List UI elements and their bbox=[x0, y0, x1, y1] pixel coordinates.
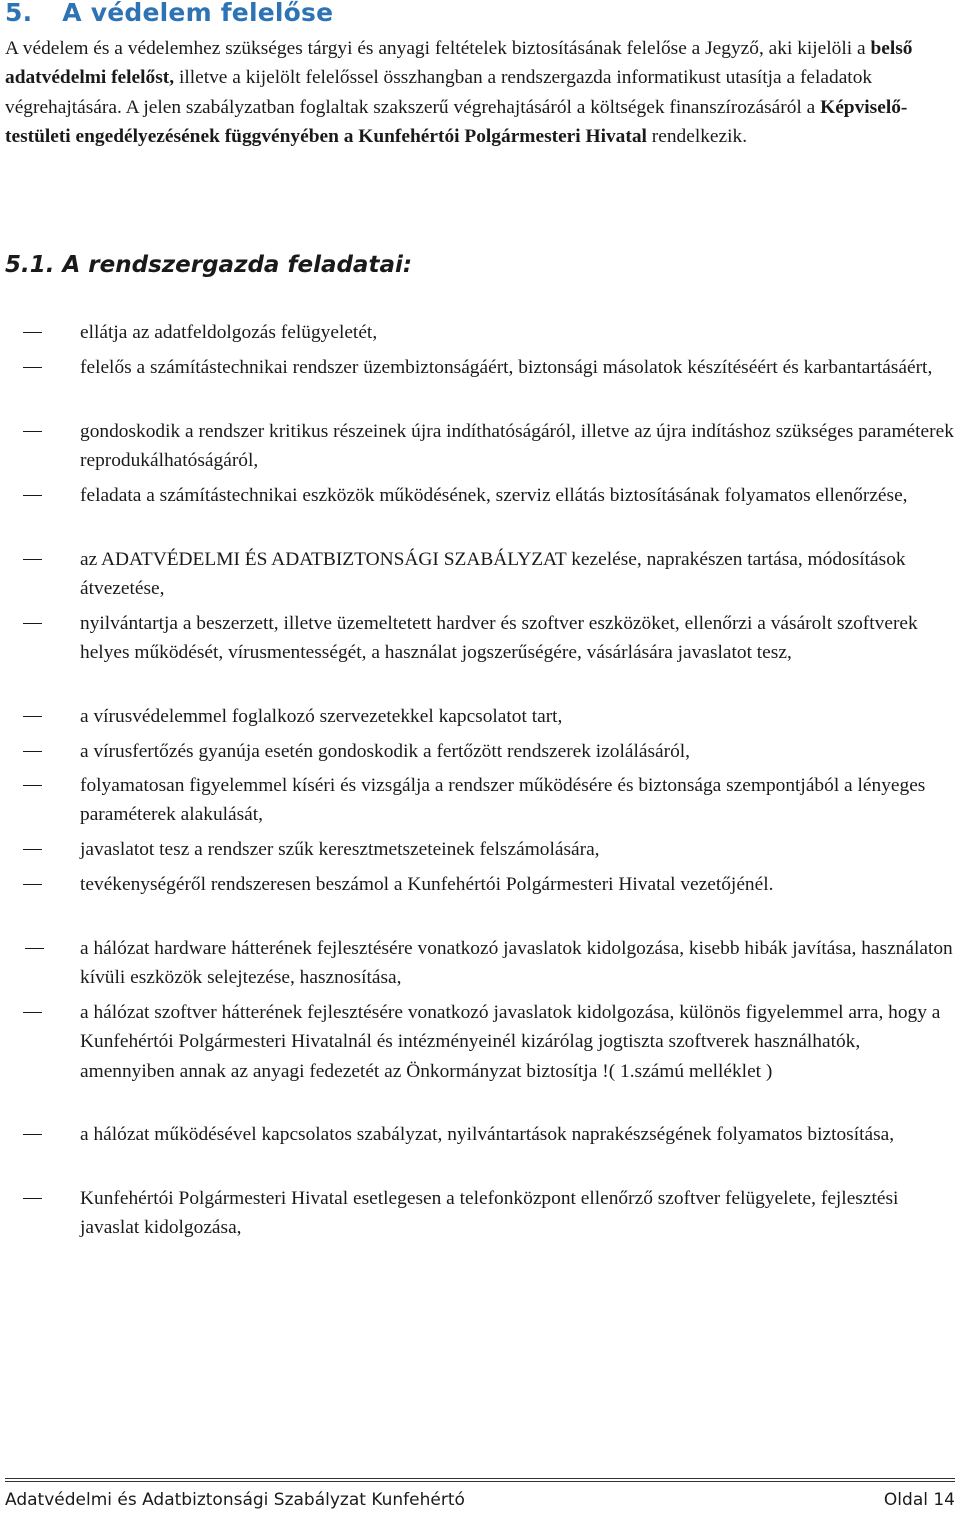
list-item: Kunfehértói Polgármesteri Hivatal esetlegesen a telefonközpont ellenőrző szoftver felügyelete, fejlesztési javaslat kidolgozása, bbox=[80, 1184, 956, 1243]
list-item: ellátja az adatfeldolgozás felügyeletét, bbox=[80, 318, 956, 347]
intro-text-2: illetve a kijelölt felelőssel összhangban a rendszergazda informatikust utasítja a feladatok végrehajtására. A jelen szabályzatban foglaltak szakszerű végrehajtásáról a költségek finanszírozásáról a bbox=[5, 67, 873, 118]
list-item: a vírusvédelemmel foglalkozó szervezetekkel kapcsolatot tart, bbox=[80, 702, 956, 731]
list-item: a hálózat működésével kapcsolatos szabályzat, nyilvántartások naprakészségének folyamatos biztosítása, bbox=[80, 1120, 956, 1149]
list-item: folyamatosan figyelemmel kíséri és vizsgálja a rendszer működésére és biztonsága szempontjából a lényeges paraméterek alakulását, bbox=[80, 771, 956, 830]
intro-bold-2: Képviselő-testületi engedélyezésének függvényében a Kunfehértói Polgármesteri Hivatal bbox=[5, 96, 908, 147]
list-item: nyilvántartja a beszerzett, illetve üzemeltetett hardver és szoftver eszközöket, ellenőrzi a vásárolt szoftverek helyes működését, vírusmentességét, a használat jogszerűségére, vásárlására javaslatot tesz, bbox=[80, 609, 956, 668]
list-item: felelős a számítástechnikai rendszer üzembiztonságáért, biztonsági másolatok készítéséért és karbantartásáért, bbox=[80, 353, 956, 382]
footer-divider bbox=[5, 1478, 955, 1479]
intro-text-1: A védelem és a védelemhez szükséges tárgyi és anyagi feltételek biztosításának felelőse a Jegyző, aki kijelöli a bbox=[5, 38, 871, 59]
section-title: A védelem felelőse bbox=[62, 0, 334, 27]
list-item: az ADATVÉDELMI ÉS ADATBIZTONSÁGI SZABÁLYZAT kezelése, naprakészen tartása, módosítások átvezetése, bbox=[80, 545, 956, 604]
list-item: tevékenységéről rendszeresen beszámol a Kunfehértói Polgármesteri Hivatal vezetőjénél. bbox=[80, 870, 956, 899]
list-item: a hálózat hardware hátterének fejlesztésére vonatkozó javaslatok kidolgozása, kisebb hibák javítása, használaton kívüli eszközök selejtezése, hasznosítása, bbox=[80, 934, 956, 993]
footer-divider bbox=[5, 1481, 955, 1482]
section-heading bbox=[5, 0, 333, 27]
list-item: gondoskodik a rendszer kritikus részeinek újra indíthatóságáról, illetve az újra indításhoz szükséges paraméterek reprodukálhatóságáról, bbox=[80, 417, 956, 476]
list-item: a hálózat szoftver hátterének fejlesztésére vonatkozó javaslatok kidolgozása, különös figyelemmel arra, hogy a Kunfehértói Polgármesteri Hivatalnál és intézményeinél kizárólag jogtiszta szoftverek használhatók, amennyiben annak az anyagi fedezetét az Önkormányzat biztosítja !( 1.számú melléklet ) bbox=[80, 998, 956, 1086]
list-item: javaslatot tesz a rendszer szűk keresztmetszeteinek felszámolására, bbox=[80, 835, 956, 864]
list-item: feladata a számítástechnikai eszközök működésének, szerviz ellátás biztosításának folyamatos ellenőrzése, bbox=[80, 481, 956, 510]
intro-paragraph bbox=[5, 34, 957, 151]
footer-title: Adatvédelmi és Adatbiztonsági Szabályzat Kunfehértó bbox=[5, 1490, 465, 1510]
page-number: Oldal 14 bbox=[883, 1490, 955, 1510]
page-footer bbox=[5, 1490, 955, 1510]
list-item: a vírusfertőzés gyanúja esetén gondoskodik a fertőzött rendszerek izolálásáról, bbox=[80, 737, 956, 766]
section-number: 5. bbox=[5, 0, 33, 27]
intro-bold-1: belső adatvédelmi felelőst, bbox=[5, 38, 913, 89]
subsection-heading: 5.1. A rendszergazda feladatai: bbox=[5, 252, 413, 278]
intro-text-3: rendelkezik. bbox=[646, 125, 748, 147]
